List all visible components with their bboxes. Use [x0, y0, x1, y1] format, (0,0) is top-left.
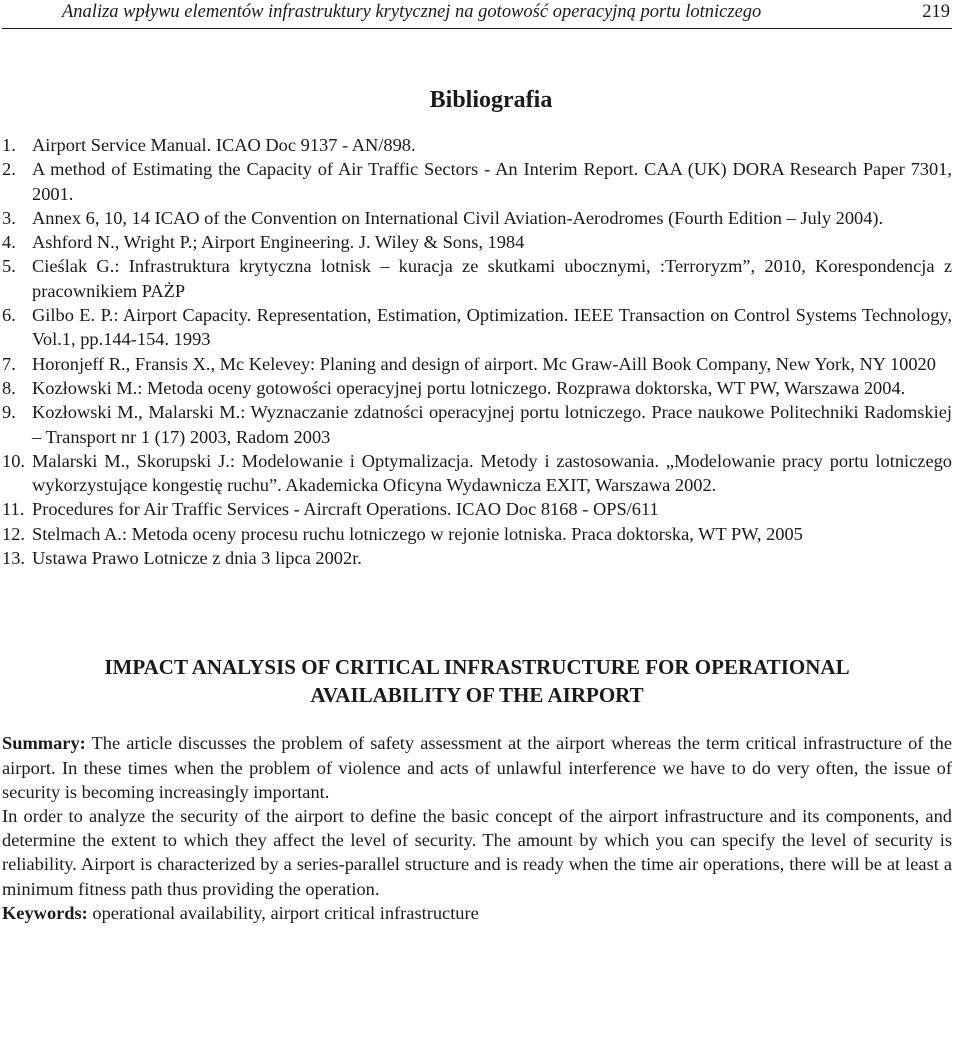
reference-number: 12. [2, 523, 25, 544]
reference-item [2, 352, 952, 376]
running-title: Analiza wpływu elementów infrastruktury krytycznej na gotowość operacyjną portu lotniczego [62, 2, 762, 22]
reference-number: 7. [2, 353, 16, 374]
reference-text: Stelmach A.: Metoda oceny procesu ruchu lotniczego w rejonie lotniska. Praca doktorska, WT PW, 2005 [32, 523, 803, 544]
reference-number: 4. [2, 232, 16, 253]
reference-text: Cieślak G.: Infrastruktura krytyczna lotnisk – kuracja ze skutkami ubocznymi, :Terroryzm”, 2010, Korespondencja z pracownikiem PAŻP [32, 256, 952, 301]
summary-paragraph [2, 731, 952, 804]
keywords-label: Keywords: [2, 902, 88, 923]
reference-item [2, 522, 952, 546]
summary-text-1: The article discusses the problem of safety assessment at the airport whereas the term critical infrastructure of the airport. In these times when the problem of violence and acts of unlawful interference we have to do very often, the issue of security is becoming increasingly important. [2, 733, 952, 802]
reference-item [2, 206, 952, 230]
page-number: 219 [922, 2, 950, 22]
english-title: IMPACT ANALYSIS OF CRITICAL INFRASTRUCTURE FOR OPERATIONAL AVAILABILITY OF THE AIRPORT [104, 655, 850, 708]
summary-label: Summary: [2, 733, 86, 754]
reference-item [2, 133, 952, 157]
reference-number: 8. [2, 377, 16, 398]
reference-item [2, 254, 952, 303]
reference-item [2, 546, 952, 570]
reference-text: Malarski M., Skorupski J.: Modelowanie i Optymalizacja. Metody i zastosowania. „Modelowanie pracy portu lotniczego wykorzystujące kongestię ruchu”. Akademicka Oficyna Wydawnicza EXIT, Warszawa 2002. [32, 450, 952, 496]
reference-item [2, 157, 952, 206]
reference-item [2, 230, 952, 254]
running-header [2, 0, 952, 29]
reference-text: Kozłowski M.: Metoda oceny gotowości operacyjnej portu lotniczego. Rozprawa doktorska, WT PW, Warszawa 2004. [32, 377, 906, 398]
summary-section [2, 731, 952, 925]
reference-item [2, 449, 952, 498]
reference-text: Ustawa Prawo Lotnicze z dnia 3 lipca 2002r. [32, 548, 362, 569]
reference-item [2, 497, 952, 521]
reference-text: Annex 6, 10, 14 ICAO of the Convention on International Civil Aviation-Aerodromes (Fourth Edition – July 2004). [32, 207, 884, 228]
keywords-line [2, 901, 952, 925]
reference-number: 10. [2, 450, 25, 471]
reference-text: Gilbo E. P.: Airport Capacity. Representation, Estimation, Optimization. IEEE Transaction on Control Systems Technology, Vol.1, pp.144-154. 1993 [32, 305, 952, 350]
keywords-text: operational availability, airport critical infrastructure [87, 902, 479, 923]
reference-number: 5. [2, 256, 16, 277]
reference-number: 6. [2, 305, 16, 326]
reference-text: A method of Estimating the Capacity of Air Traffic Sectors - An Interim Report. CAA (UK) DORA Research Paper 7301, 2001. [32, 159, 952, 204]
reference-text: Horonjeff R., Fransis X., Mc Kelevey: Planing and design of airport. Mc Graw-Aill Book Company, New York, NY 10020 [32, 353, 936, 374]
reference-text: Procedures for Air Traffic Services - Aircraft Operations. ICAO Doc 8168 - OPS/611 [32, 499, 659, 520]
reference-text: Ashford N., Wright P.; Airport Engineering. J. Wiley & Sons, 1984 [32, 232, 525, 253]
reference-item [2, 376, 952, 400]
reference-number: 11. [2, 499, 25, 520]
summary-paragraph-2: In order to analyze the security of the airport to define the basic concept of the airport infrastructure and its components, and determine the extent to which they affect the level of security. The amount by which you can specify the level of security is reliability. Airport is characterized by a series-parallel structure and is ready when the time air operations, there will be at least a minimum fitness path thus providing the operation. [2, 805, 952, 899]
reference-number: 9. [2, 402, 16, 423]
reference-number: 13. [2, 548, 25, 569]
reference-number: 3. [2, 207, 16, 228]
reference-number: 1. [2, 135, 16, 155]
reference-list [2, 133, 952, 570]
bibliography-title: Bibliografia [429, 87, 553, 113]
reference-item [2, 303, 952, 352]
reference-text: Kozłowski M., Malarski M.: Wyznaczanie zdatności operacyjnej portu lotniczego. Prace naukowe Politechniki Radomskiej – Transport nr 1 (17) 2003, Radom 2003 [32, 402, 952, 447]
reference-text: Airport Service Manual. ICAO Doc 9137 - AN/898. [32, 135, 416, 155]
reference-number: 2. [2, 159, 16, 180]
reference-item [2, 400, 952, 449]
